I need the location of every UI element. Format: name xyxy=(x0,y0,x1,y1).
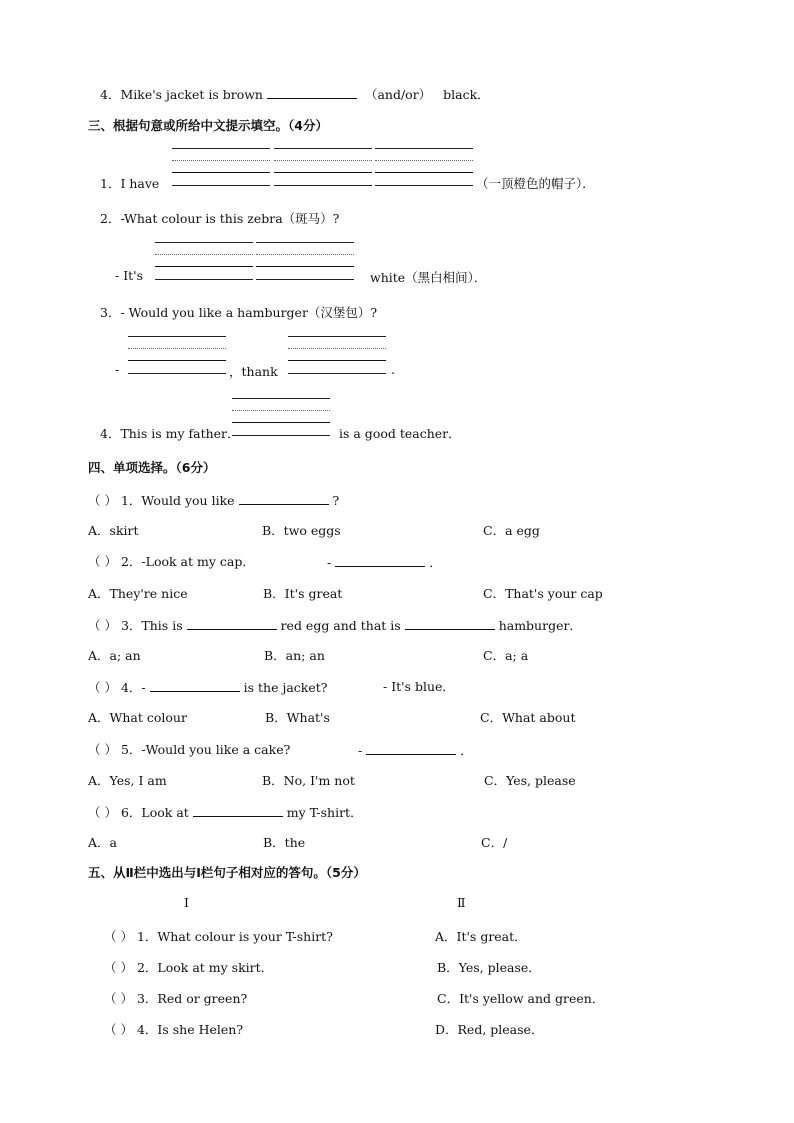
answer-paren[interactable]: （ ） xyxy=(104,1022,133,1037)
s4-q3 xyxy=(88,615,582,634)
column-1-label: Ⅰ xyxy=(184,895,189,910)
match-row xyxy=(104,958,273,976)
s4-q1 xyxy=(88,490,339,509)
s3-q1-hint: （一顶橙色的帽子）． xyxy=(476,176,595,191)
answer-paren[interactable]: （ ） xyxy=(88,618,117,633)
option-c[interactable]: C．a egg xyxy=(483,523,540,538)
writing-grid[interactable] xyxy=(288,336,386,374)
match-left: 4．Is she Helen? xyxy=(136,1022,244,1037)
answer-paren[interactable]: （ ） xyxy=(88,680,117,695)
option-a[interactable]: A．skirt xyxy=(88,523,139,538)
s4-q1-end: ? xyxy=(332,493,340,508)
section-3-heading: 三、根据句意或所给中文提示填空。（4分） xyxy=(88,118,328,133)
match-right: A．It's great． xyxy=(435,929,527,944)
s4-q5-end: ． xyxy=(460,743,473,758)
s3-q3-end: . xyxy=(391,362,395,377)
s4-q2 xyxy=(88,552,255,570)
s4-q2-dash: - xyxy=(327,555,332,570)
s3-q2-question: 2．-What colour is this zebra（斑马）? xyxy=(100,211,340,226)
option-a[interactable]: A．Yes, I am xyxy=(88,773,167,788)
s2-q4-options: （and/or） xyxy=(364,87,432,102)
s4-q5 xyxy=(88,740,290,758)
column-2-label: Ⅱ xyxy=(457,895,466,910)
option-b[interactable]: B．What's xyxy=(265,710,330,725)
match-row xyxy=(104,1020,243,1038)
option-a[interactable]: A．What colour xyxy=(88,710,187,725)
s3-q4-end: is a good teacher． xyxy=(339,426,461,441)
option-c[interactable]: C．a; a xyxy=(483,648,529,663)
s4-q2-response xyxy=(327,552,442,571)
match-right: B．Yes, please． xyxy=(437,960,541,975)
writing-grid[interactable] xyxy=(155,242,253,280)
s3-q3-question: 3．- Would you like a hamburger（汉堡包）? xyxy=(100,305,378,320)
option-c[interactable]: C．That's your cap xyxy=(483,586,603,601)
answer-blank[interactable] xyxy=(366,740,456,755)
s4-q2-end: ． xyxy=(429,555,442,570)
writing-grid[interactable] xyxy=(274,148,372,186)
s4-q4 xyxy=(88,677,327,696)
s4-q2-text: 2．-Look at my cap． xyxy=(120,554,255,569)
answer-paren[interactable]: （ ） xyxy=(104,960,133,975)
answer-blank[interactable] xyxy=(187,615,277,630)
s3-q3-dash: - xyxy=(115,362,120,377)
s3-q2-answer-start: - It's xyxy=(115,268,144,283)
s3-q2-answer-end: white（黑白相间）． xyxy=(370,270,487,285)
answer-blank[interactable] xyxy=(193,802,283,817)
s3-q3-thank: ，thank xyxy=(229,364,278,379)
writing-grid[interactable] xyxy=(232,398,330,436)
s4-q3-mid: red egg and that is xyxy=(280,618,401,633)
s4-q5-response xyxy=(358,740,473,759)
match-left: 2．Look at my skirt． xyxy=(136,960,274,975)
answer-blank[interactable] xyxy=(405,615,495,630)
s4-q3-end: hamburger． xyxy=(498,618,582,633)
s2-q4-text: 4．Mike's jacket is brown xyxy=(100,87,263,102)
option-c[interactable]: C．/ xyxy=(481,835,508,850)
s4-q6-text: 6．Look at xyxy=(120,805,189,820)
option-b[interactable]: B．two eggs xyxy=(262,523,341,538)
s2-q4-end: black． xyxy=(443,87,490,102)
option-c[interactable]: C．What about xyxy=(480,710,576,725)
answer-paren[interactable]: （ ） xyxy=(88,493,117,508)
s4-q5-dash: - xyxy=(358,743,363,758)
writing-grid[interactable] xyxy=(375,148,473,186)
answer-paren[interactable]: （ ） xyxy=(88,554,117,569)
answer-blank[interactable] xyxy=(335,552,425,567)
option-b[interactable]: B．No, I'm not xyxy=(262,773,355,788)
match-right: C．It's yellow and green． xyxy=(437,991,605,1006)
s4-q4-text: 4．- xyxy=(120,680,146,695)
s4-q6 xyxy=(88,802,363,821)
section-5-heading: 五、从Ⅱ栏中选出与Ⅰ栏句子相对应的答句。（5分） xyxy=(88,865,366,880)
answer-paren[interactable]: （ ） xyxy=(104,991,133,1006)
s4-q3-text: 3．This is xyxy=(120,618,183,633)
answer-paren[interactable]: （ ） xyxy=(104,929,133,944)
s2-q4 xyxy=(100,84,490,103)
answer-paren[interactable]: （ ） xyxy=(88,742,117,757)
writing-grid[interactable] xyxy=(128,336,226,374)
match-row xyxy=(104,989,247,1007)
s4-q6-end: my T-shirt． xyxy=(286,805,363,820)
s4-q1-text: 1．Would you like xyxy=(120,493,235,508)
match-left: 1．What colour is your T-shirt? xyxy=(136,929,333,944)
answer-blank[interactable] xyxy=(150,677,240,692)
answer-paren[interactable]: （ ） xyxy=(88,805,117,820)
writing-grid[interactable] xyxy=(256,242,354,280)
option-b[interactable]: B．an; an xyxy=(264,648,325,663)
option-a[interactable]: A．They're nice xyxy=(88,586,188,601)
match-right: D．Red, please． xyxy=(435,1022,544,1037)
answer-blank[interactable] xyxy=(239,490,329,505)
s3-q4-text: 4．This is my father． xyxy=(100,426,240,441)
option-c[interactable]: C．Yes, please xyxy=(484,773,576,788)
section-4-heading: 四、单项选择。（6分） xyxy=(88,460,216,475)
match-left: 3．Red or green? xyxy=(136,991,248,1006)
s4-q4-mid: is the jacket? xyxy=(243,680,328,695)
s3-q1-text: 1．I have xyxy=(100,176,160,191)
option-a[interactable]: A．a xyxy=(88,835,117,850)
writing-grid[interactable] xyxy=(172,148,270,186)
match-row xyxy=(104,927,333,945)
answer-blank[interactable] xyxy=(267,84,357,99)
option-b[interactable]: B．the xyxy=(263,835,306,850)
s4-q5-text: 5．-Would you like a cake? xyxy=(120,742,291,757)
option-a[interactable]: A．a; an xyxy=(88,648,141,663)
s4-q4-response: - It's blue． xyxy=(383,679,455,694)
option-b[interactable]: B．It's great xyxy=(263,586,343,601)
